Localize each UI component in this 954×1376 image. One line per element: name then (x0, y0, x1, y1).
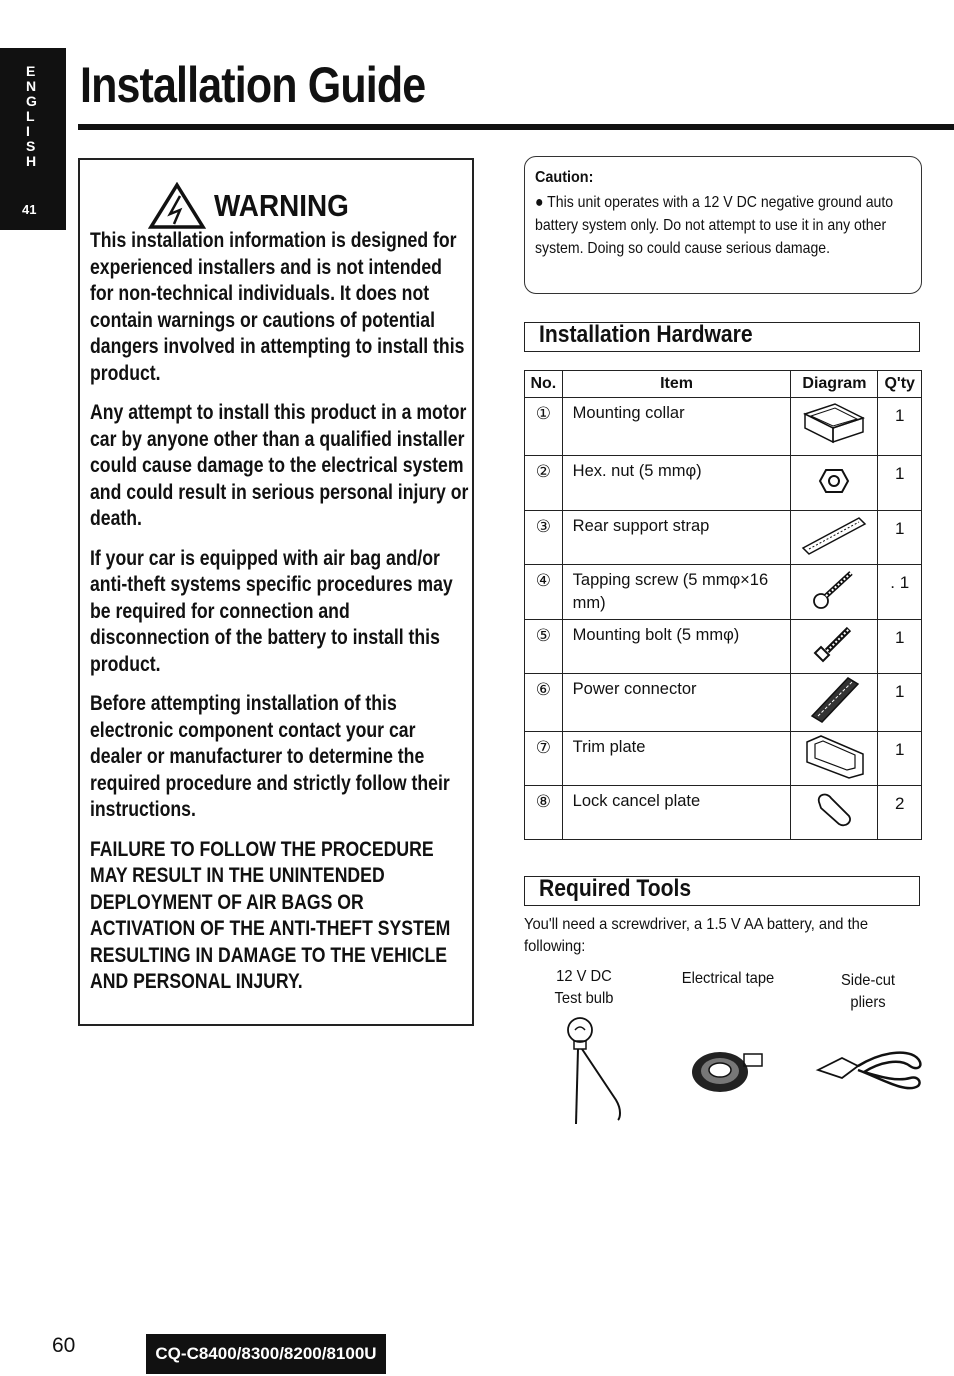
table-row: ⑥ Power connector 1 (525, 674, 922, 732)
language-letter: E (26, 63, 36, 79)
language-letter: I (26, 123, 30, 139)
table-row: ⑧ Lock cancel plate 2 (525, 786, 922, 840)
power-connector-icon (804, 674, 864, 726)
mounting-collar-icon (799, 400, 869, 448)
column-header-no: No. (525, 371, 563, 398)
tool-side-cut-pliers: Side-cut pliers (840, 972, 895, 1011)
warning-paragraph: If your car is equipped with air bag and/or anti-theft systems specific procedures may be required for connection and disconnection of the battery to install this product. (90, 546, 453, 676)
mounting-bolt-icon (809, 621, 859, 667)
warning-paragraph: Before attempting installation of this electronic component contact your car dealer or manufacturer to determine the required procedure and strictly follow their instructions. (90, 692, 450, 821)
language-letter: N (26, 78, 37, 94)
language-letter: G (26, 93, 37, 109)
hardware-heading: Installation Hardware (539, 321, 753, 348)
bullet-icon: ● (535, 194, 548, 211)
warning-box (78, 158, 474, 1026)
table-row: ② Hex. nut (5 mmφ) 1 (525, 456, 922, 511)
column-header-item: Item (562, 371, 791, 398)
caution-heading: Caution: (535, 169, 594, 186)
test-bulb-icon (560, 1014, 632, 1130)
hex-nut-icon (814, 464, 854, 498)
support-strap-icon (799, 512, 869, 558)
model-label: CQ-C8400/8300/8200/8100U (146, 1334, 386, 1374)
page-number: 60 (52, 1334, 76, 1357)
caution-box (524, 156, 922, 294)
warning-heading (148, 182, 364, 230)
language-letter: L (26, 108, 35, 124)
tool-test-bulb: 12 V DC Test bulb (554, 968, 614, 1007)
trim-plate-icon (801, 732, 867, 780)
warning-paragraph: Any attempt to install this product in a motor car by anyone other than a qualified installer could cause damage to the electrical system and could result in serious personal injury or death. (90, 401, 469, 530)
warning-paragraph: This installation information is designed for experienced installers and is not intended for non-technical individuals. It does not contain warnings or cautions of potential dangers involved in attempting to install this product. (90, 229, 465, 385)
tools-intro: You'll need a screwdriver, a 1.5 V AA battery, and the following: (524, 916, 869, 955)
tool-electrical-tape: Electrical tape (681, 970, 775, 987)
side-cut-pliers-icon (814, 1044, 926, 1100)
electrical-tape-icon (688, 1044, 768, 1100)
language-letter: S (26, 138, 36, 154)
page-title: Installation Guide (80, 57, 426, 113)
table-row: ④ Tapping screw (5 mmφ×16 mm) . 1 (525, 565, 922, 620)
language-tab (0, 48, 66, 230)
table-row: ③ Rear support strap 1 (525, 511, 922, 565)
hardware-table (524, 370, 922, 840)
language-letter: H (26, 153, 37, 169)
title-rule (78, 124, 954, 130)
warning-triangle-icon (148, 182, 206, 230)
warning-title: WARNING (214, 188, 349, 223)
caution-text: ● This unit operates with a 12 V DC negative ground auto battery system only. Do not attempt to use it in any other system. Doing so could cause serious damage. (535, 194, 894, 257)
language-page-number: 41 (22, 202, 37, 217)
tools-heading: Required Tools (539, 875, 692, 902)
tools-heading-box (524, 876, 920, 906)
hardware-heading-box (524, 322, 920, 352)
table-header-row (525, 371, 922, 398)
warning-paragraph-caps: FAILURE TO FOLLOW THE PROCEDURE MAY RESULT IN THE UNINTENDED DEPLOYMENT OF AIR BAGS OR ACTIVATION OF THE ANTI-THEFT SYSTEM RESULTING IN DAMAGE TO THE VEHICLE AND PERSONAL INJURY. (90, 837, 451, 993)
column-header-qty: Q'ty (878, 371, 922, 398)
table-row: ⑦ Trim plate 1 (525, 732, 922, 786)
lock-cancel-plate-icon (809, 788, 859, 832)
column-header-diagram: Diagram (791, 371, 878, 398)
table-row: ⑤ Mounting bolt (5 mmφ) 1 (525, 620, 922, 674)
table-row: ① Mounting collar 1 (525, 398, 922, 456)
tapping-screw-icon (809, 567, 859, 613)
